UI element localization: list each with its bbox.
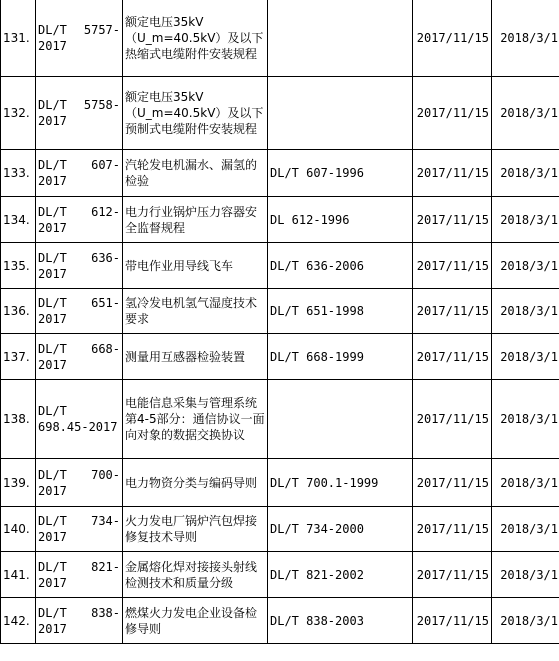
row-number: 139. [1,459,36,507]
table-row [1,243,559,289]
replaced-standard: DL/T 700.1-1999 [268,459,413,507]
row-number: 132. [1,77,36,150]
publish-date: 2017/11/15 [413,459,492,507]
standard-code [36,77,123,150]
implement-date: 2018/3/1 [492,334,559,380]
implement-date: 2018/3/1 [492,552,559,598]
replaced-standard [268,0,413,77]
replaced-standard: DL/T 607-1996 [268,150,413,197]
code-year: 2017 [38,266,67,281]
implement-date: 2018/3/1 [492,150,559,197]
standard-name: 燃煤火力发电企业设备检修导则 [123,598,268,644]
standard-name: 电力物资分类与编码导则 [123,459,268,507]
code-year: 2017 [38,38,67,53]
standard-code [36,289,123,334]
code-prefix: DL/T [38,605,67,620]
code-prefix: DL/T [38,22,67,37]
standard-code [36,552,123,598]
code-prefix: DL/T [38,467,67,482]
publish-date: 2017/11/15 [413,289,492,334]
standard-name: 电力行业锅炉压力容器安全监督规程 [123,197,268,243]
standard-code [36,0,123,77]
code-number: 821- [91,559,120,574]
table-row [1,380,559,459]
table-row [1,459,559,507]
implement-date: 2018/3/1 [492,0,559,77]
publish-date: 2017/11/15 [413,380,492,459]
code-number: 734- [91,514,120,528]
replaced-standard: DL/T 734-2000 [268,507,413,552]
standard-code [36,150,123,197]
row-number: 137. [1,334,36,380]
code-year: 2017 [38,174,67,188]
table-row [1,0,559,77]
code-year: 698.45-2017 [38,420,118,434]
replaced-standard: DL/T 838-2003 [268,598,413,644]
row-number: 136. [1,289,36,334]
replaced-standard: DL/T 668-1999 [268,334,413,380]
table-row [1,289,559,334]
code-year: 2017 [38,312,67,326]
code-year: 2017 [38,530,67,544]
standard-name: 测量用互感器检验装置 [123,334,268,380]
code-number: 5757- [83,22,120,37]
table-row [1,334,559,380]
row-number: 134. [1,197,36,243]
code-number: 651- [91,296,120,310]
row-number: 142. [1,598,36,644]
code-number: 5758- [83,98,120,112]
implement-date: 2018/3/1 [492,380,559,459]
code-year: 2017 [38,621,67,636]
code-prefix: DL/T [38,204,67,219]
code-year: 2017 [38,483,67,498]
standard-name: 氢冷发电机氢气湿度技术要求 [123,289,268,334]
standard-code [36,598,123,644]
row-number: 133. [1,150,36,197]
code-number: 668- [91,341,120,356]
row-number: 141. [1,552,36,598]
code-prefix: DL/T [38,158,67,172]
standard-code [36,243,123,289]
table-row [1,197,559,243]
row-number: 140. [1,507,36,552]
code-year: 2017 [38,357,67,372]
row-number: 131. [1,0,36,77]
standard-name: 金属熔化焊对接接头射线检测技术和质量分级 [123,552,268,598]
implement-date: 2018/3/1 [492,459,559,507]
implement-date: 2018/3/1 [492,598,559,644]
code-number: 636- [91,250,120,265]
code-prefix: DL/T [38,514,67,528]
code-year: 2017 [38,220,67,235]
code-prefix: DL/T [38,250,67,265]
implement-date: 2018/3/1 [492,243,559,289]
replaced-standard: DL/T 636-2006 [268,243,413,289]
code-number: 612- [91,204,120,219]
code-year: 2017 [38,575,67,590]
standard-name: 额定电压35kV（U_m=40.5kV）及以下热缩式电缆附件安装规程 [123,0,268,77]
code-prefix: DL/T [38,404,67,418]
row-number: 138. [1,380,36,459]
code-year: 2017 [38,114,67,128]
publish-date: 2017/11/15 [413,0,492,77]
standard-name: 汽轮发电机漏水、漏氢的检验 [123,150,268,197]
code-prefix: DL/T [38,341,67,356]
implement-date: 2018/3/1 [492,289,559,334]
publish-date: 2017/11/15 [413,552,492,598]
publish-date: 2017/11/15 [413,334,492,380]
standard-name: 电能信息采集与管理系统 第4-5部分：通信协议一面向对象的数据交换协议 [123,380,268,459]
standard-code [36,334,123,380]
publish-date: 2017/11/15 [413,243,492,289]
publish-date: 2017/11/15 [413,598,492,644]
standard-code [36,507,123,552]
replaced-standard: DL/T 651-1998 [268,289,413,334]
code-prefix: DL/T [38,296,67,310]
standard-name: 带电作业用导线飞车 [123,243,268,289]
table-row [1,77,559,150]
replaced-standard: DL/T 821-2002 [268,552,413,598]
row-number: 135. [1,243,36,289]
standard-name: 额定电压35kV（U_m=40.5kV）及以下预制式电缆附件安装规程 [123,77,268,150]
replaced-standard [268,380,413,459]
table-row [1,598,559,644]
publish-date: 2017/11/15 [413,507,492,552]
standard-name: 火力发电厂锅炉汽包焊接修复技术导则 [123,507,268,552]
implement-date: 2018/3/1 [492,77,559,150]
code-number: 700- [91,467,120,482]
publish-date: 2017/11/15 [413,77,492,150]
code-number: 607- [91,158,120,172]
standard-code [36,380,123,459]
code-prefix: DL/T [38,98,67,112]
publish-date: 2017/11/15 [413,150,492,197]
publish-date: 2017/11/15 [413,197,492,243]
replaced-standard: DL 612-1996 [268,197,413,243]
table-row [1,507,559,552]
table-row [1,552,559,598]
table-row [1,150,559,197]
code-number: 838- [91,605,120,620]
implement-date: 2018/3/1 [492,507,559,552]
code-prefix: DL/T [38,559,67,574]
standard-code [36,197,123,243]
replaced-standard [268,77,413,150]
standard-code [36,459,123,507]
implement-date: 2018/3/1 [492,197,559,243]
